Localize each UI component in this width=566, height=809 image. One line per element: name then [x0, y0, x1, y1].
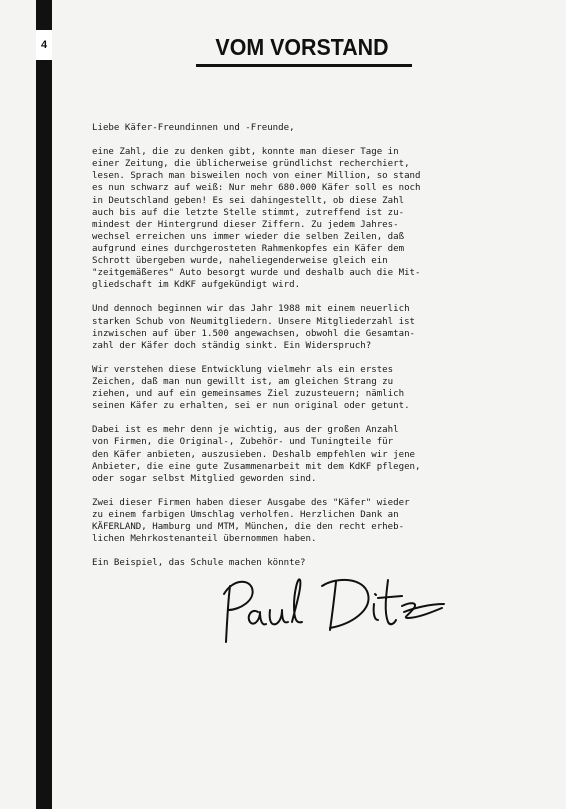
title-underline — [196, 64, 412, 67]
side-bar-top — [36, 0, 52, 30]
salutation: Liebe Käfer-Freundinnen und -Freunde, — [92, 123, 295, 133]
paragraph-4: Dabei ist es mehr denn je wichtig, aus der großen Anzahl von Firmen, die Original-, Zubehör- und Tuningteile für den Käfer anbieten, auszusieben. Deshalb empfehlen wir jene Anbieter, die eine gute Zusammenarbeit mit dem KdKF pflegen, oder sogar selbst Mitglied geworden sind. — [92, 425, 421, 484]
page-title: VOM VORSTAND — [215, 34, 389, 60]
closing-question: Ein Beispiel, das Schule machen könnte? — [92, 558, 306, 569]
page-number: 4 — [36, 30, 52, 60]
side-bar-bottom — [36, 60, 52, 809]
paragraph-1: eine Zahl, die zu denken gibt, konnte man dieser Tage in einer Zeitung, die üblicherweise gründlichst recherchiert, lesen. Sprach man bisweilen noch von einer Million, so stand es nun schwarz auf weiß: Nur mehr 680.000 Käfer soll es noch in Deutschland geben! Es sei dahingestellt, ob diese Zahl auch bis auf die letzte Stelle stimmt, zutreffend ist zu- mindest der Hintergrund dieser Ziffern. Zu jedem Jahres- wechsel erreichen uns immer wieder die selben Zeilen, daß aufgrund eines durchgerosteten Rahmenkopfes ein Käfer dem Schrott übergeben wurde, naheliegenderweise gleich ein "zeitgemäßeres" Auto besorgt wurde und deshalb auch die Mit- gliedschaft im KdKF aufgekündigt wird. — [92, 147, 421, 291]
letter-body — [92, 122, 492, 582]
signature — [218, 572, 450, 654]
paragraph-5: Zwei dieser Firmen haben dieser Ausgabe des "Käfer" wieder zu einem farbigen Umschlag verholfen. Herzlichen Dank an KÄFERLAND, Hamburg und MTM, München, die den recht erheb- lichen Mehrkostenanteil übernommen haben. — [92, 497, 410, 545]
paragraph-2: Und dennoch beginnen wir das Jahr 1988 mit einem neuerlich starken Schub von Neumitgliedern. Unsere Mitgliederzahl ist inzwischen auf über 1.500 angewachsen, obwohl die Gesamtan- zahl der Käfer doch ständig sinkt. Ein Widerspruch? — [92, 304, 416, 351]
paragraph-3: Wir verstehen diese Entwicklung vielmehr als ein erstes Zeichen, daß man nun gewillt ist, am gleichen Strang zu ziehen, und auf ein gemeinsames Ziel zuzusteuern; nämlich seinen Käfer zu erhalten, sei er nun original oder getunt. — [92, 364, 410, 412]
